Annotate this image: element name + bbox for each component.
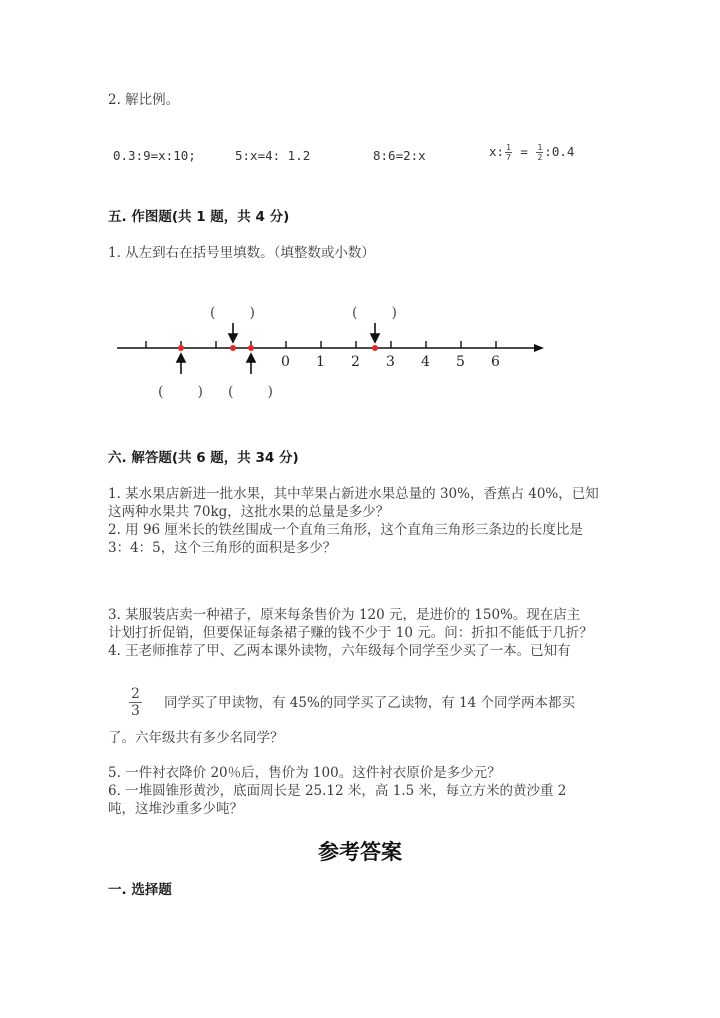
tick-label-2: 2 — [351, 354, 360, 370]
frac-numerator: 1 — [537, 143, 543, 152]
question-5-line-1: 5. 一件衬衣降价 20％后，售价为 100。这件衬衣原价是多少元？ — [108, 765, 501, 781]
question-6-line-1: 6. 一堆圆锥形黄沙，底面周长是 25.12 米，高 1.5 米，每立方米的黄沙重 2 — [108, 783, 567, 799]
question-1-line-1: 1. 某水果店新进一批水果，其中苹果占新进水果总量的 30%，香蕉占 40%，已知 — [108, 486, 599, 502]
answer-blank-bottom-left: ( ) — [158, 384, 205, 400]
frac-numerator: 1 — [506, 143, 511, 152]
fraction-two-thirds — [129, 686, 142, 719]
question-4-line-2: 同学买了甲读物，有 45%的同学买了乙读物，有 14 个同学两本都买 — [164, 695, 576, 711]
answer-blank-top-right: ( ) — [352, 305, 399, 321]
tick-label-6: 6 — [491, 354, 500, 370]
tick-label-0: 0 — [281, 354, 290, 370]
section-heading-word-problems: 六. 解答题(共 6 题，共 34 分) — [108, 450, 299, 466]
point-marker — [178, 345, 184, 351]
answer-blank-bottom-mid: ( ) — [228, 384, 275, 400]
section-heading-drawing: 五. 作图题(共 1 题，共 4 分) — [108, 209, 290, 225]
answer-section-1-heading: 一. 选择题 — [108, 882, 172, 898]
tick-label-1: 1 — [316, 354, 325, 370]
question-1-line-2: 这两种水果共 70kg，这批水果的总量是多少？ — [108, 504, 390, 520]
eq4-suffix: :0.4 — [544, 144, 575, 159]
question-4-line-1: 4. 王老师推荐了甲、乙两本课外读物，六年级每个同学至少买了一本。已知有 — [108, 643, 571, 659]
frac-denominator: 3 — [131, 703, 140, 719]
frac-denominator: 7 — [506, 153, 511, 162]
eq4-prefix: x: — [489, 144, 505, 159]
point-marker — [372, 345, 378, 351]
question-label-solve-proportion: 2. 解比例。 — [108, 92, 180, 108]
tick-label-4: 4 — [421, 354, 430, 370]
equation-1: 0.3:9=x:10; — [113, 148, 196, 163]
frac-denominator: 2 — [537, 153, 543, 162]
question-fill-number-line: 1. 从左到右在括号里填数。（填整数或小数） — [108, 245, 375, 261]
tick-label-5: 5 — [456, 354, 465, 370]
axis-arrowhead-icon — [534, 344, 544, 352]
frac-numerator: 2 — [131, 686, 140, 702]
answer-blank-top-left: ( ) — [210, 305, 257, 321]
question-3-line-1: 3. 某服装店卖一种裙子，原来每条售价为 120 元，是进价的 150%。现在店主 — [108, 607, 581, 623]
answer-key-title: 参考答案 — [318, 840, 402, 864]
question-2-line-2: 3：4：5，这个三角形的面积是多少？ — [108, 540, 337, 556]
question-2-line-1: 2. 用 96 厘米长的铁丝围成一个直角三角形，这个直角三角形三条边的长度比是 — [108, 522, 583, 538]
eq4-equals: = — [512, 144, 536, 159]
point-marker — [230, 345, 236, 351]
question-4-line-3: 了。六年级共有多少名同学？ — [108, 730, 284, 746]
point-marker — [248, 345, 254, 351]
equation-3: 8:6=2:x — [373, 148, 426, 163]
question-3-line-2: 计划打折促销，但要保证每条裙子赚的钱不少于 10 元。问：折扣不能低于几折？ — [108, 625, 593, 641]
tick-label-3: 3 — [386, 354, 395, 370]
question-6-line-2: 吨，这堆沙重多少吨？ — [108, 801, 243, 817]
equation-2: 5:x=4: 1.2 — [235, 148, 311, 163]
number-line-diagram — [0, 0, 720, 420]
